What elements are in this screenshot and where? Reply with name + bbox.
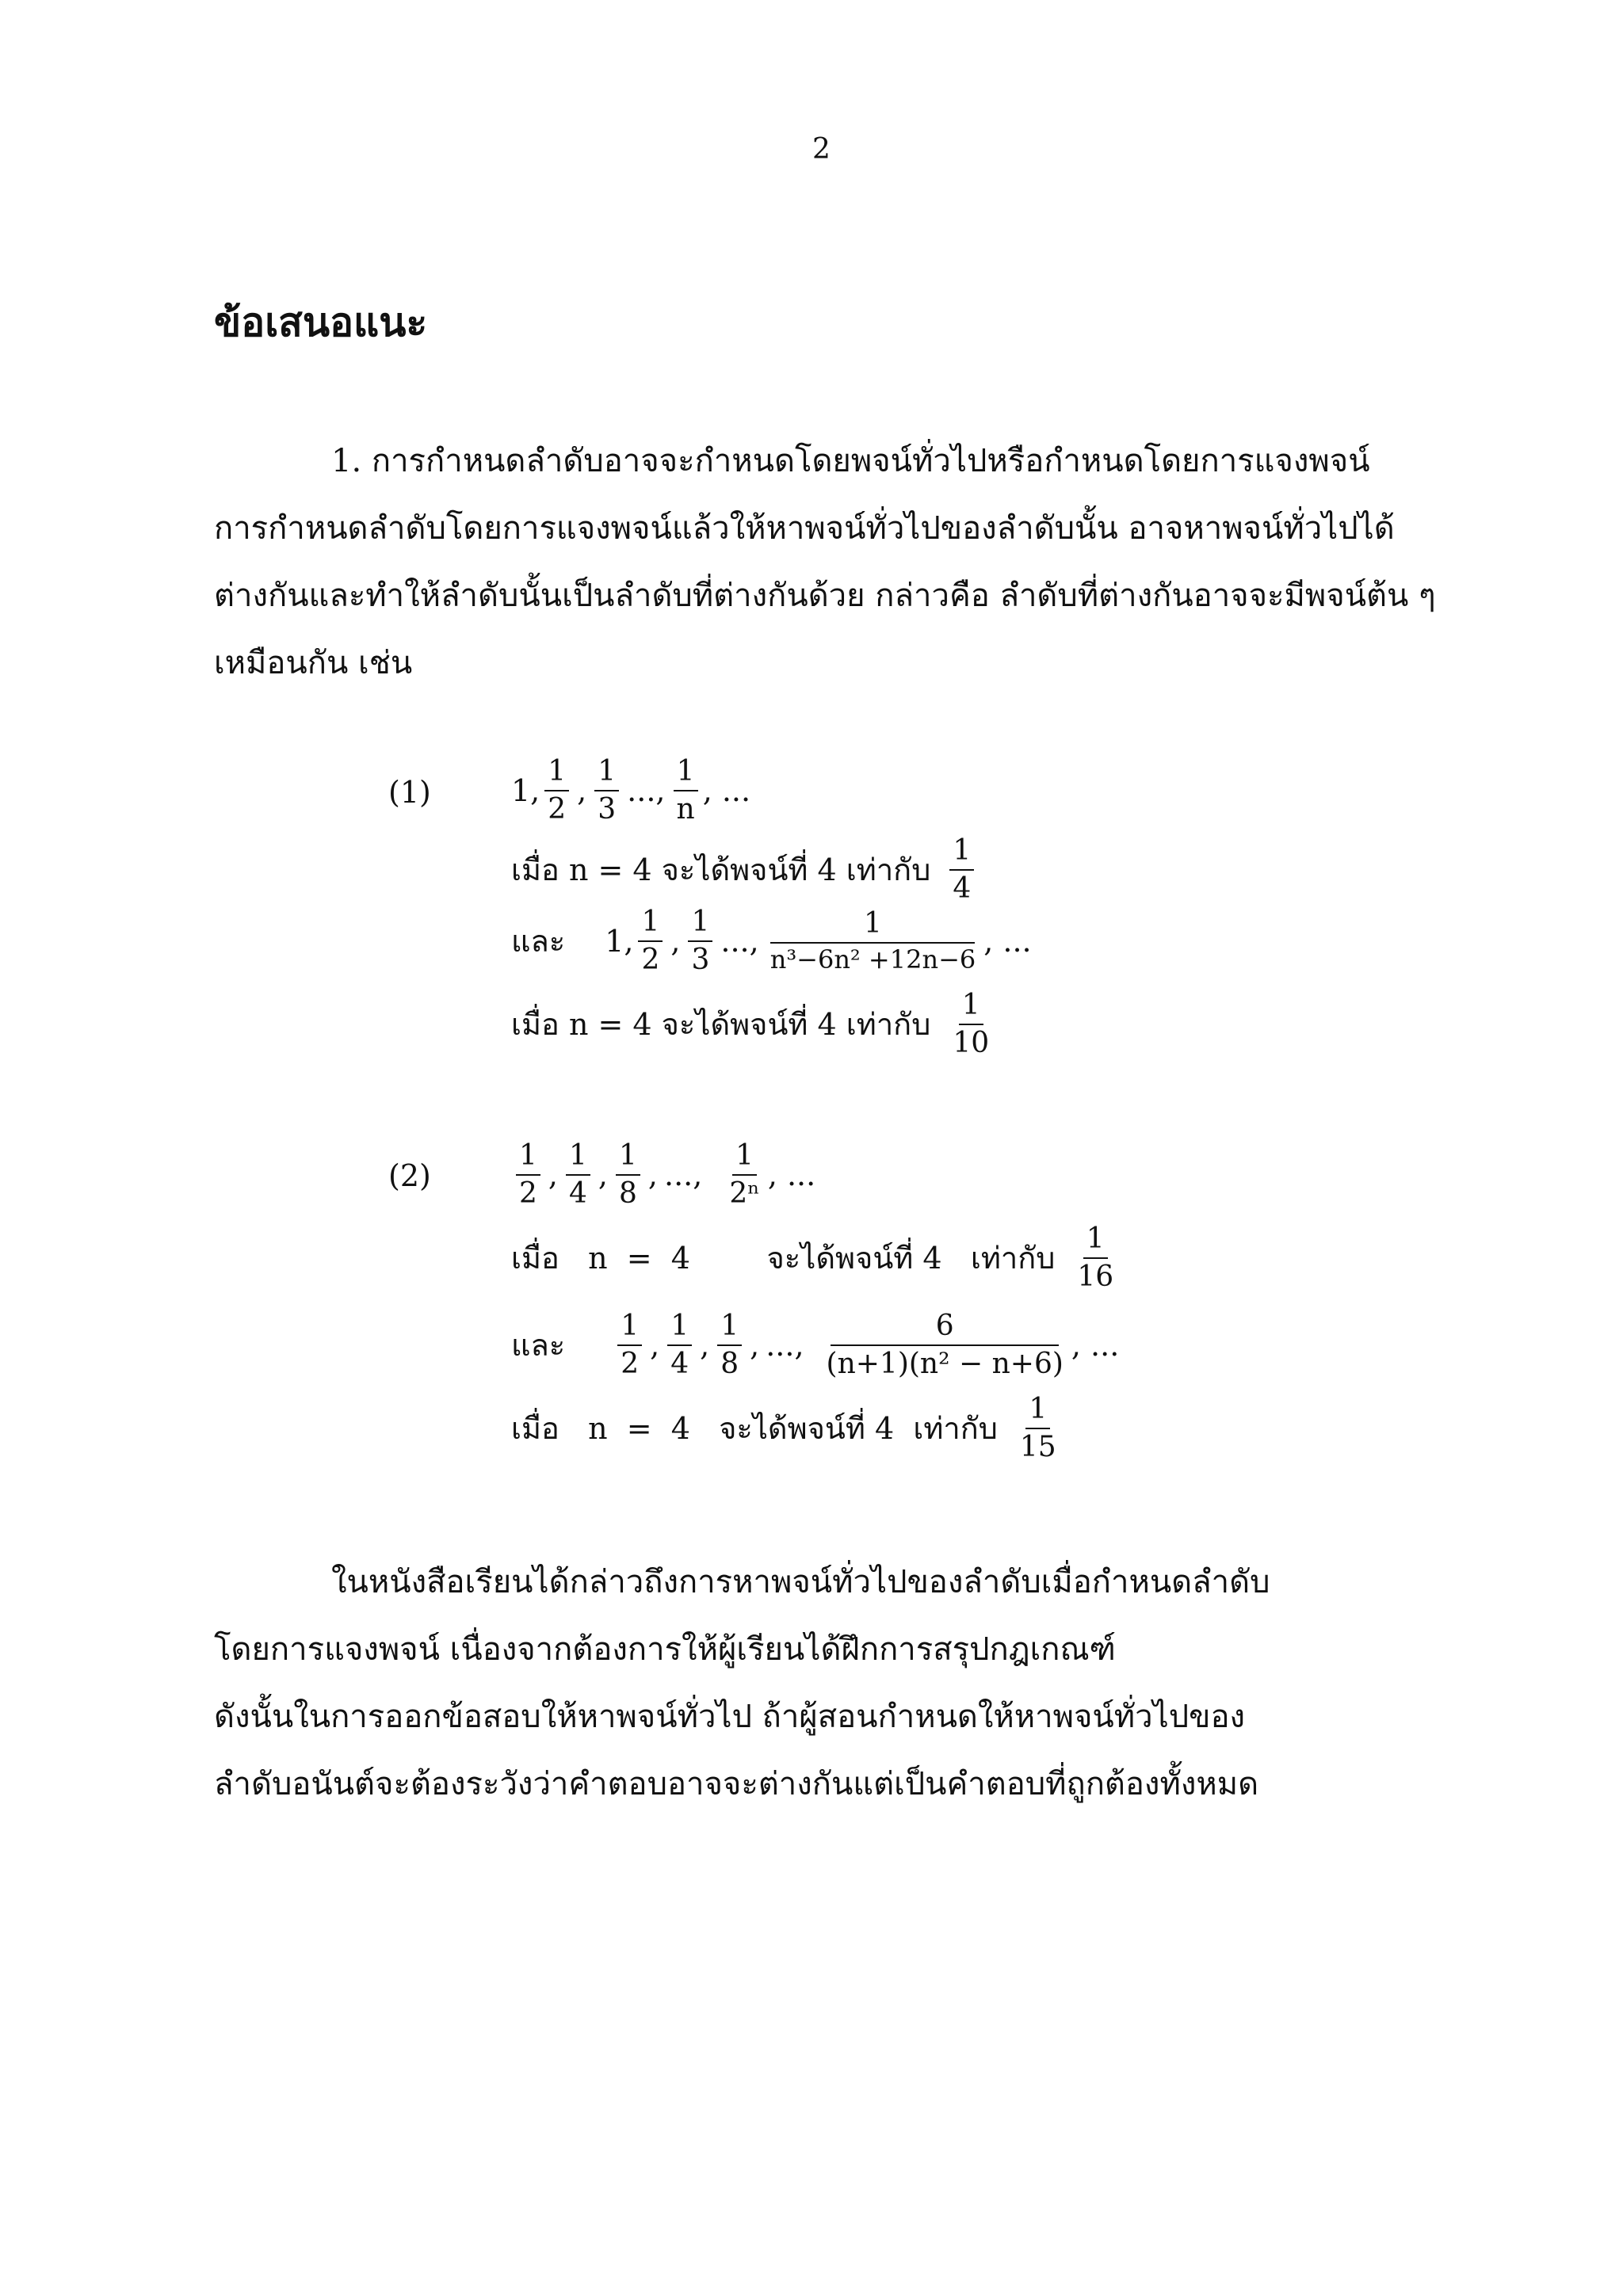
intro-line-2: การกำหนดลำดับโดยการแจงพจน์แล้วให้หาพจน์ทั่วไปของลำดับนั้น อาจหาพจน์ทั่วไปได้ bbox=[214, 510, 1395, 547]
example-2-when-b: เมื่อ n = 4 จะได้พจน์ที่ 4 เท่ากับ $\frac{1}{15}$ bbox=[511, 1394, 1064, 1463]
closing-line-1: ในหนังสือเรียนได้กล่าวถึงการหาพจน์ทั่วไปของลำดับเมื่อกำหนดลำดับ bbox=[331, 1564, 1270, 1600]
intro-line-4: เหมือนกัน เช่น bbox=[214, 645, 413, 681]
fraction: $\frac{1}{2}$ bbox=[516, 1141, 540, 1209]
fraction: $\frac{1}{2}$ bbox=[544, 757, 569, 825]
closing-line-3: ดังนั้นในการออกข้อสอบให้หาพจน์ทั่วไป ถ้าผู้สอนกำหนดให้หาพจน์ทั่วไปของ bbox=[214, 1699, 1245, 1735]
example-1-when-b: เมื่อ n = 4 จะได้พจน์ที่ 4 เท่ากับ $\frac{1}{10}$ bbox=[511, 990, 997, 1058]
fraction: $\frac{1}{\text{2ⁿ}}$ bbox=[729, 1139, 760, 1210]
closing-line-2: โดยการแจงพจน์ เนื่องจากต้องการให้ผู้เรียนได้ฝึกการสรุปกฎเกณฑ์ bbox=[214, 1631, 1116, 1668]
fraction: $\frac{1}{10}$ bbox=[953, 989, 990, 1059]
fraction: $\frac{1}{n}$ bbox=[674, 757, 698, 825]
fraction: $\frac{1}{15}$ bbox=[1019, 1393, 1056, 1463]
fraction: $\frac{1}{\text{n³−6n² +12n−6}}$ bbox=[769, 907, 976, 974]
example-1-sequence-a: 1, $\frac{1}{2}$ , $\frac{1}{3}$ ..., $\frac{1}{n}$ , ... bbox=[511, 755, 751, 826]
example-1-label: (1) bbox=[388, 775, 431, 810]
seq-lead: 1, bbox=[511, 772, 540, 808]
fraction: $\frac{1}{3}$ bbox=[594, 757, 619, 825]
example-2-when-a: เมื่อ n = 4 จะได้พจน์ที่ 4 เท่ากับ $\frac{1}{16}$ bbox=[511, 1224, 1121, 1292]
fraction: $\frac{1}{4}$ bbox=[667, 1311, 692, 1379]
fraction: $\frac{1}{8}$ bbox=[717, 1311, 742, 1379]
example-2-sequence-b: และ $\frac{1}{2}$ , $\frac{1}{4}$ , $\frac{1}{8}$ , ..., $\frac{6}{\text{(n+1)(n² − n+6)}}$ , ... bbox=[511, 1310, 1120, 1380]
fraction: $\frac{1}{16}$ bbox=[1077, 1222, 1114, 1293]
example-1-sequence-b: และ 1, $\frac{1}{2}$ , $\frac{1}{3}$ ..., $\frac{1}{\text{n³−6n² +12n−6}}$ , ... bbox=[511, 906, 1032, 976]
fraction: $\frac{1}{2}$ bbox=[617, 1311, 642, 1379]
example-2-label: (2) bbox=[388, 1158, 431, 1193]
fraction: $\frac{6}{\text{(n+1)(n² − n+6)}}$ bbox=[826, 1310, 1064, 1380]
section-heading: ข้อเสนอแนะ bbox=[214, 299, 428, 345]
page-number: 2 bbox=[812, 133, 831, 166]
example-2-sequence-a: $\frac{1}{2}$ , $\frac{1}{4}$ , $\frac{1}{8}$ , ..., $\frac{1}{\text{2ⁿ}}$ , ... bbox=[511, 1141, 815, 1209]
fraction: $\frac{1}{4}$ bbox=[949, 836, 974, 904]
fraction: $\frac{1}{8}$ bbox=[616, 1141, 640, 1209]
fraction: $\frac{1}{3}$ bbox=[688, 907, 712, 975]
fraction: $\frac{1}{4}$ bbox=[566, 1141, 590, 1209]
intro-line-1: 1. การกำหนดลำดับอาจจะกำหนดโดยพจน์ทั่วไปหรือกำหนดโดยการแจงพจน์ bbox=[331, 443, 1370, 479]
intro-line-3: ต่างกันและทำให้ลำดับนั้นเป็นลำดับที่ต่างกันด้วย กล่าวคือ ลำดับที่ต่างกันอาจจะมีพจน์ต้น ๆ bbox=[214, 578, 1436, 614]
example-1-when-a: เมื่อ n = 4 จะได้พจน์ที่ 4 เท่ากับ $\frac{1}{4}$ bbox=[511, 836, 979, 904]
closing-line-4: ลำดับอนันต์จะต้องระวังว่าคำตอบอาจจะต่างกันแต่เป็นคำตอบที่ถูกต้องทั้งหมด bbox=[214, 1766, 1259, 1802]
fraction: $\frac{1}{2}$ bbox=[638, 907, 663, 975]
